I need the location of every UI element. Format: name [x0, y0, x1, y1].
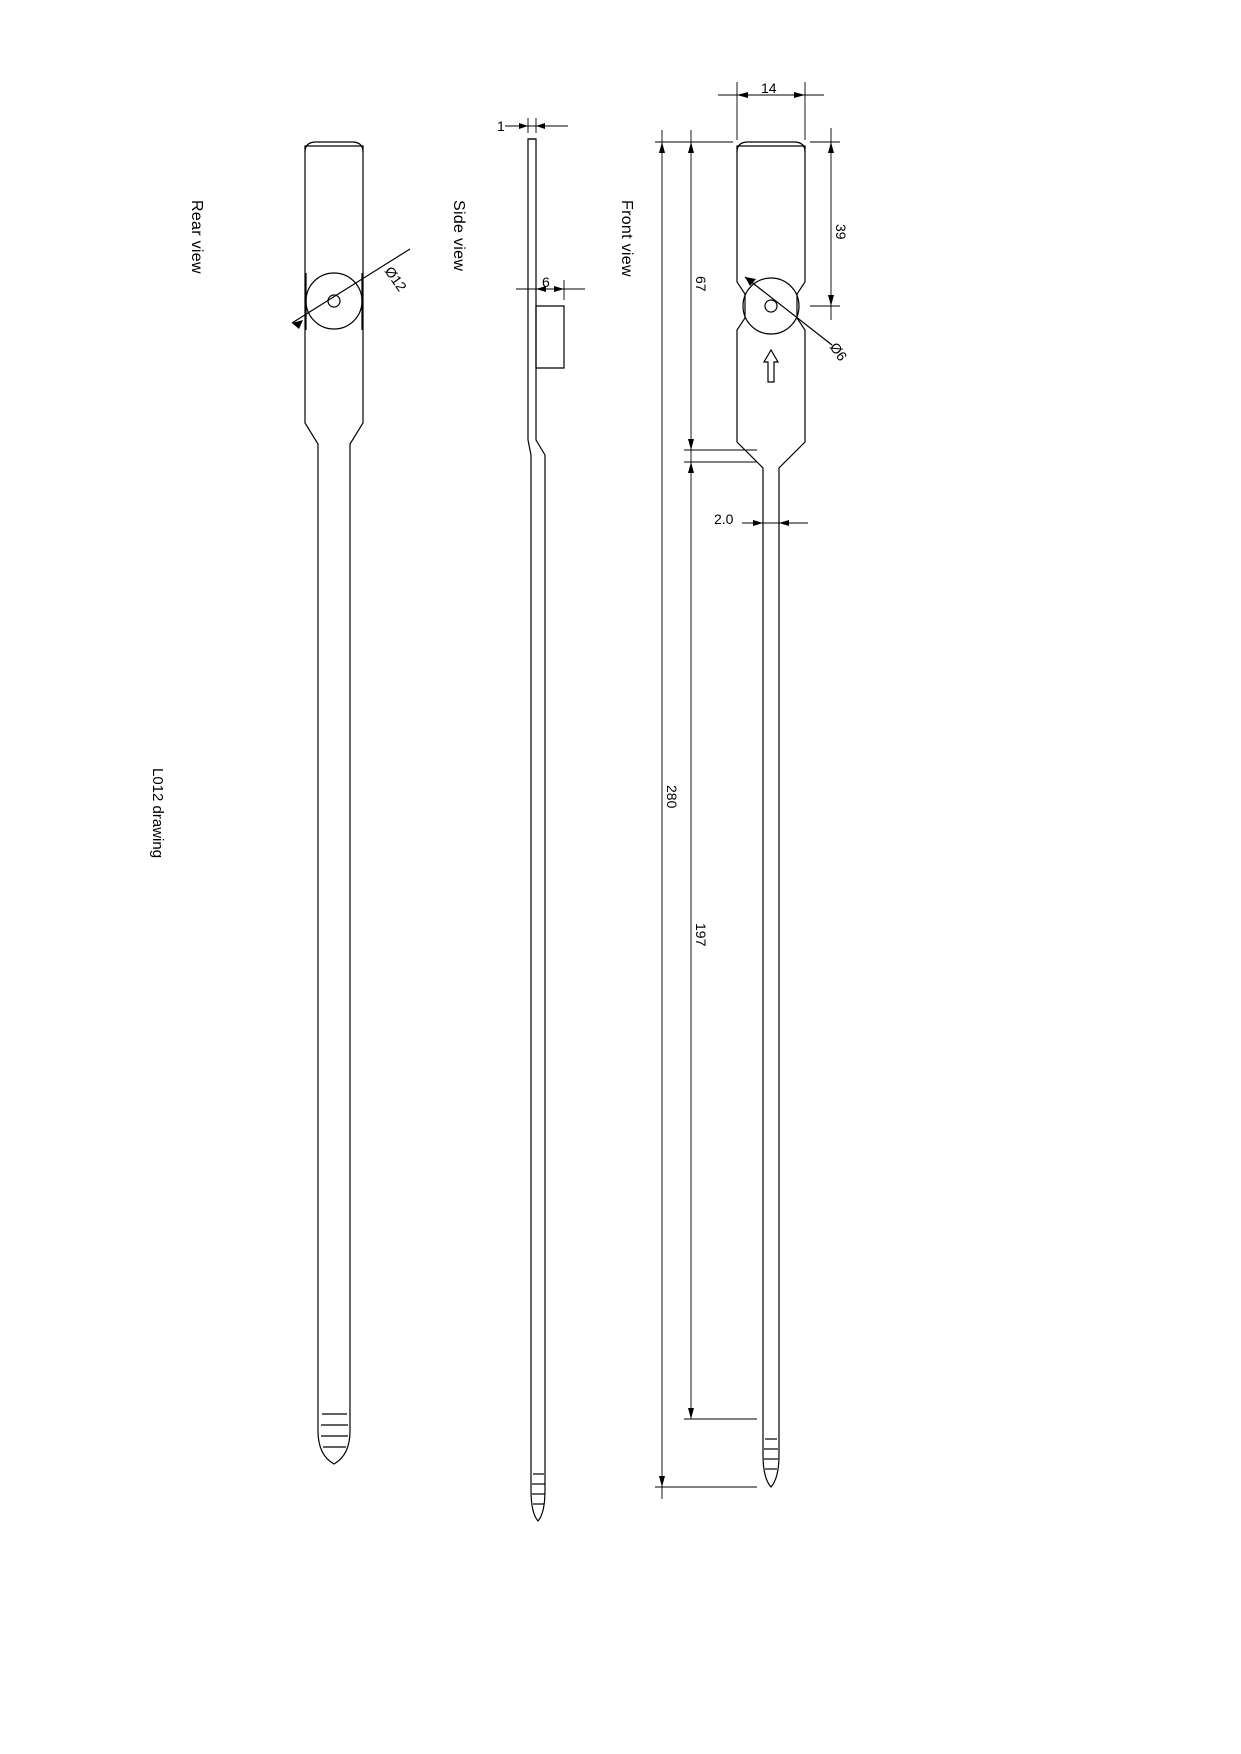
dim-front-head-length: 67	[693, 276, 709, 292]
dim-front-shaft-width: 2.0	[714, 511, 734, 527]
dim-rear-hole-diameter: Ø12	[381, 263, 411, 295]
dim-front-hole-diameter: Ø6	[826, 339, 851, 364]
side-view-geometry	[528, 139, 564, 1521]
dim-side-block-width: 6	[542, 274, 550, 290]
front-view-dimension-2.0	[742, 480, 808, 528]
front-view-title: Front view	[618, 200, 635, 277]
dim-front-shaft-length: 197	[693, 923, 709, 947]
dim-front-head-width: 14	[761, 80, 777, 96]
side-view-dimension-1	[505, 118, 568, 133]
dim-front-total-length: 280	[664, 785, 680, 809]
dim-side-thickness: 1	[497, 118, 505, 134]
dim-front-hole-to-top: 39	[833, 224, 849, 240]
front-view-dimension-67	[684, 130, 757, 462]
rear-view-geometry	[292, 142, 410, 1464]
side-view-title: Side view	[450, 200, 467, 272]
drawing-title: L012 drawing	[149, 768, 166, 859]
side-view-dimension-6	[516, 280, 585, 300]
front-view-dimension-280	[655, 130, 757, 1499]
front-view-geometry	[737, 142, 832, 1487]
rear-view-title: Rear view	[188, 200, 205, 274]
